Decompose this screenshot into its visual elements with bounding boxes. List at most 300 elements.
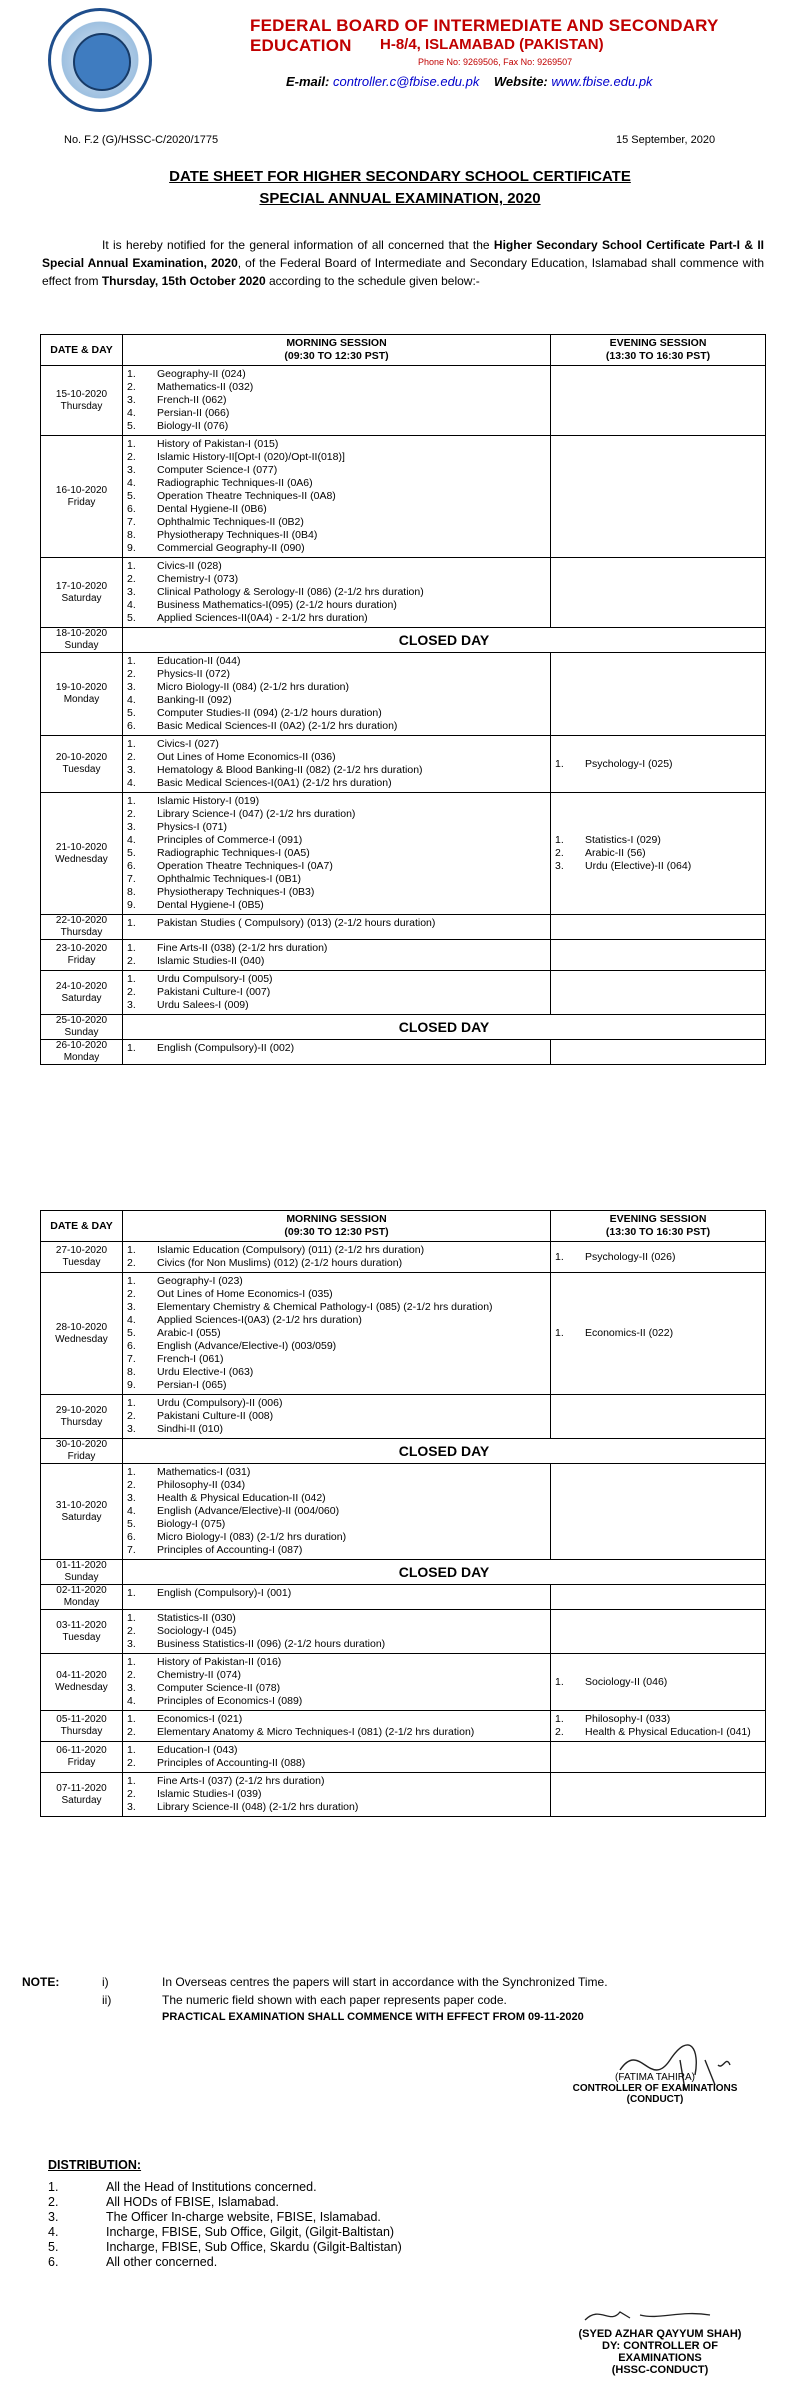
date-cell: [41, 1610, 123, 1653]
paper-item: [127, 451, 546, 464]
day-value: Friday: [67, 1451, 96, 1462]
paper-name: Pakistani Culture-I (007): [157, 986, 271, 998]
paper-number: 2.: [127, 451, 136, 463]
paper-number: 2.: [127, 1288, 136, 1300]
day-value: Friday: [67, 1757, 96, 1768]
paper-name: Principles of Economics-I (089): [157, 1695, 303, 1707]
morning-papers: [123, 1585, 551, 1609]
day-value: Monday: [63, 694, 100, 705]
paper-number: 6.: [127, 1340, 136, 1352]
morning-papers: [123, 915, 551, 939]
paper-number: 1.: [127, 1612, 136, 1624]
paper-item: [127, 1788, 546, 1801]
paper-number: 8.: [127, 529, 136, 541]
table-row: [40, 1654, 766, 1711]
paper-name: Health & Physical Education-I (041): [585, 1726, 751, 1738]
header-date-day: DATE & DAY: [41, 335, 123, 365]
paper-number: 1.: [127, 1275, 136, 1287]
evening-label: EVENING SESSION: [609, 1213, 707, 1225]
distribution-item: All HODs of FBISE, Islamabad.: [106, 2195, 279, 2209]
schedule-table-2: [40, 1210, 766, 1817]
paper-item: [127, 599, 546, 612]
paper-number: 3.: [127, 681, 136, 693]
paper-name: Library Science-II (048) (2-1/2 hrs duration): [157, 1801, 359, 1813]
paper-name: Urdu (Compulsory)-II (006): [157, 1397, 283, 1409]
morning-papers: [123, 1040, 551, 1064]
paper-number: 1.: [127, 1656, 136, 1668]
morning-papers: [123, 653, 551, 735]
paper-item: [127, 1612, 546, 1625]
paper-number: 1.: [555, 1250, 564, 1263]
letterhead: [0, 0, 800, 120]
paper-name: Psychology-I (025): [585, 757, 673, 770]
paper-item: [127, 1314, 546, 1327]
header-evening: [551, 1211, 765, 1241]
table-row: [40, 366, 766, 436]
paper-name: History of Pakistan-II (016): [157, 1656, 282, 1668]
date-cell: [41, 366, 123, 435]
page-subtitle: SPECIAL ANNUAL EXAMINATION, 2020: [259, 190, 541, 207]
paper-number: 4.: [127, 694, 136, 706]
table-row: [40, 1585, 766, 1610]
day-value: Thursday: [60, 1726, 103, 1737]
paper-item: [127, 707, 546, 720]
day-value: Saturday: [61, 592, 102, 604]
paper-name: Applied Sciences-I(0A3) (2-1/2 hrs duration): [157, 1314, 362, 1326]
note-label: NOTE:: [22, 1975, 60, 1989]
signature2-block: [560, 2328, 760, 2376]
morning-papers: [123, 1273, 551, 1394]
distribution-number: 5.: [48, 2240, 59, 2254]
paper-number: 3.: [127, 586, 136, 598]
paper-number: 3.: [555, 860, 564, 872]
paper-name: English (Compulsory)-II (002): [157, 1042, 295, 1054]
day-value: Saturday: [61, 992, 102, 1004]
day-value: Tuesday: [62, 1257, 101, 1268]
paper-name: Urdu (Elective)-II (064): [585, 860, 692, 872]
paper-item: [127, 368, 546, 381]
table-row: [40, 1242, 766, 1273]
paper-name: Arabic-I (055): [157, 1327, 221, 1339]
paper-item: [127, 1726, 546, 1739]
paper-name: Radiographic Techniques-I (0A5): [157, 847, 310, 859]
day-value: Sunday: [64, 1572, 99, 1583]
intro-text-2: , of the Federal Board of Intermediate and Secondary Education, Islamabad shall commence with effect from: [42, 256, 764, 288]
morning-label: MORNING SESSION: [286, 337, 387, 349]
date-value: 27-10-2020: [55, 1245, 108, 1256]
evening-papers: [551, 558, 765, 627]
paper-name: Principles of Accounting-I (087): [157, 1544, 303, 1556]
morning-papers: [123, 793, 551, 914]
paper-item: [127, 1042, 546, 1055]
date-cell: [41, 1742, 123, 1772]
date-value: 31-10-2020: [55, 1499, 108, 1511]
morning-papers: [123, 1654, 551, 1710]
paper-item: [127, 1757, 546, 1770]
date-cell: [41, 1439, 123, 1463]
intro-bold-1: Higher Secondary School Certificate Part-I & II Special Annual Examination, 2020: [42, 238, 764, 270]
paper-item: [127, 1656, 546, 1669]
paper-name: Computer Science-II (078): [157, 1682, 281, 1694]
paper-name: Mathematics-I (031): [157, 1466, 251, 1478]
paper-number: 3.: [127, 999, 136, 1011]
date-value: 24-10-2020: [55, 980, 108, 992]
paper-name: Fine Arts-II (038) (2-1/2 hrs duration): [157, 942, 328, 954]
paper-number: 1.: [127, 655, 136, 667]
date-cell: [41, 1395, 123, 1438]
paper-name: Statistics-I (029): [585, 834, 661, 846]
paper-number: 4.: [127, 834, 136, 846]
paper-item: [127, 1288, 546, 1301]
paper-item: [555, 1726, 761, 1739]
evening-label: EVENING SESSION: [609, 337, 707, 349]
letter-date: 15 September, 2020: [616, 134, 716, 146]
paper-number: 1.: [127, 1042, 136, 1054]
distribution-number: 6.: [48, 2255, 59, 2269]
paper-item: [127, 381, 546, 394]
paper-number: 2.: [555, 1726, 564, 1738]
evening-papers: [551, 1464, 765, 1559]
paper-number: 6.: [127, 720, 136, 732]
paper-name: Clinical Pathology & Serology-II (086) (2-1/2 hrs duration): [157, 586, 424, 598]
paper-number: 5.: [127, 1327, 136, 1339]
paper-item: [127, 1775, 546, 1788]
paper-item: [127, 1379, 546, 1392]
paper-number: 1.: [555, 1327, 564, 1339]
date-value: 01-11-2020: [56, 1560, 107, 1571]
day-value: Thursday: [60, 927, 103, 938]
note-2: The numeric field shown with each paper represents paper code.: [162, 1993, 507, 2007]
closed-day-label: CLOSED DAY: [398, 1564, 490, 1580]
evening-papers: [551, 1040, 765, 1064]
paper-item: [127, 751, 546, 764]
paper-name: Business Statistics-II (096) (2-1/2 hours duration): [157, 1638, 386, 1650]
paper-number: 6.: [127, 503, 136, 515]
signature2-name: (SYED AZHAR QAYYUM SHAH): [578, 2328, 742, 2340]
date-cell: [41, 940, 123, 970]
website-link[interactable]: www.fbise.edu.pk: [551, 74, 653, 89]
date-cell: [41, 736, 123, 792]
paper-number: 1.: [555, 834, 564, 846]
paper-item: [127, 986, 546, 999]
distribution-item: All other concerned.: [106, 2255, 218, 2269]
paper-name: Principles of Accounting-II (088): [157, 1757, 306, 1769]
morning-time: (09:30 TO 12:30 PST): [284, 1226, 389, 1238]
morning-papers: [123, 366, 551, 435]
date-value: 28-10-2020: [55, 1321, 108, 1333]
paper-number: 5.: [127, 847, 136, 859]
signature1-dept: (CONDUCT): [626, 2094, 684, 2105]
paper-name: Civics (for Non Muslims) (012) (2-1/2 hours duration): [157, 1257, 403, 1269]
table-row: [40, 628, 766, 653]
morning-papers: [123, 1242, 551, 1272]
paper-item: [127, 420, 546, 433]
paper-name: English (Compulsory)-I (001): [157, 1587, 292, 1599]
distribution-item: The Officer In-charge website, FBISE, Islamabad.: [106, 2210, 381, 2224]
paper-number: 1.: [555, 1675, 564, 1688]
board-name: FEDERAL BOARD OF INTERMEDIATE AND SECONDARY EDUCATION: [250, 16, 719, 55]
paper-item: [127, 612, 546, 625]
paper-item: [127, 834, 546, 847]
paper-name: Chemistry-II (074): [157, 1669, 242, 1681]
paper-number: 2.: [127, 381, 136, 393]
morning-papers: [123, 940, 551, 970]
paper-item: [555, 1327, 761, 1340]
paper-item: [127, 808, 546, 821]
day-value: Saturday: [61, 1511, 102, 1523]
paper-name: Business Mathematics-I(095) (2-1/2 hours duration): [157, 599, 397, 611]
paper-name: English (Advance/Elective-I) (003/059): [157, 1340, 337, 1352]
paper-name: Sociology-II (046): [585, 1675, 668, 1688]
paper-name: Geography-II (024): [157, 368, 246, 380]
paper-name: Urdu Salees-I (009): [157, 999, 249, 1011]
paper-item: [127, 917, 546, 930]
paper-item: [127, 464, 546, 477]
evening-papers: [551, 436, 765, 557]
paper-name: Civics-II (028): [157, 560, 222, 572]
evening-papers: [551, 971, 765, 1014]
evening-papers: [551, 1585, 765, 1609]
paper-name: Principles of Commerce-I (091): [157, 834, 303, 846]
day-value: Monday: [63, 1052, 100, 1063]
date-value: 30-10-2020: [55, 1439, 108, 1450]
paper-number: 2.: [127, 1410, 136, 1422]
evening-papers: [551, 653, 765, 735]
paper-item: [127, 407, 546, 420]
paper-name: Elementary Chemistry & Chemical Pathology-I (085) (2-1/2 hrs duration): [157, 1301, 493, 1313]
paper-number: 2.: [127, 1726, 136, 1738]
date-value: 19-10-2020: [55, 682, 108, 693]
date-value: 07-11-2020: [56, 1782, 107, 1794]
morning-papers: [123, 1395, 551, 1438]
evening-papers: [551, 1654, 765, 1710]
paper-number: 1.: [127, 738, 136, 750]
table-row: [40, 1560, 766, 1585]
paper-item: [127, 720, 546, 733]
day-value: Sunday: [64, 640, 99, 651]
table-row: [40, 1040, 766, 1065]
paper-name: French-I (061): [157, 1353, 224, 1365]
evening-papers: [551, 1711, 765, 1741]
paper-item: [127, 795, 546, 808]
paper-item: [127, 694, 546, 707]
paper-item: [127, 973, 546, 986]
date-cell: [41, 628, 123, 652]
paper-number: 3.: [127, 1682, 136, 1694]
paper-item: [127, 1682, 546, 1695]
paper-name: Computer Studies-II (094) (2-1/2 hours duration): [157, 707, 382, 719]
paper-name: Islamic History-I (019): [157, 795, 260, 807]
date-value: 02-11-2020: [56, 1585, 107, 1596]
paper-name: Mathematics-II (032): [157, 381, 254, 393]
paper-item: [127, 394, 546, 407]
closed-day-label: CLOSED DAY: [398, 1443, 490, 1459]
date-value: 16-10-2020: [55, 484, 108, 496]
paper-item: [555, 1713, 761, 1726]
paper-item: [127, 477, 546, 490]
paper-name: Micro Biology-I (083) (2-1/2 hrs duration): [157, 1531, 347, 1543]
table-row: [40, 793, 766, 915]
paper-number: 3.: [127, 1801, 136, 1813]
date-value: 21-10-2020: [55, 841, 108, 853]
paper-item: [127, 1544, 546, 1557]
board-contact: [286, 74, 653, 89]
paper-item: [127, 873, 546, 886]
paper-item: [127, 1695, 546, 1708]
date-cell: [41, 793, 123, 914]
table-row: [40, 1464, 766, 1560]
paper-name: Computer Science-I (077): [157, 464, 278, 476]
day-value: Tuesday: [62, 764, 101, 775]
fbise-logo: [48, 8, 152, 112]
paper-number: 4.: [127, 777, 136, 789]
paper-number: 7.: [127, 873, 136, 885]
paper-item: [127, 1353, 546, 1366]
paper-name: Hematology & Blood Banking-II (082) (2-1/2 hrs duration): [157, 764, 423, 776]
paper-number: 1.: [127, 1466, 136, 1478]
paper-name: Physics-I (071): [157, 821, 228, 833]
paper-name: Micro Biology-II (084) (2-1/2 hrs duration): [157, 681, 349, 693]
paper-name: Sindhi-II (010): [157, 1423, 223, 1435]
paper-name: Arabic-II (56): [585, 847, 646, 859]
date-cell: [41, 1273, 123, 1394]
paper-number: 1.: [127, 1397, 136, 1409]
morning-time: (09:30 TO 12:30 PST): [284, 350, 389, 362]
table-header-row: [40, 334, 766, 366]
paper-name: Physiotherapy Techniques-I (0B3): [157, 886, 315, 898]
paper-item: [127, 668, 546, 681]
paper-number: 2.: [127, 1625, 136, 1637]
paper-item: [127, 1505, 546, 1518]
paper-name: Philosophy-II (034): [157, 1479, 246, 1491]
paper-item: [127, 1244, 546, 1257]
morning-label: MORNING SESSION: [286, 1213, 387, 1225]
paper-name: Elementary Anatomy & Micro Techniques-I (081) (2-1/2 hrs duration): [157, 1726, 475, 1738]
paper-name: Biology-II (076): [157, 420, 229, 432]
intro-paragraph: [42, 236, 764, 290]
day-value: Saturday: [61, 1794, 102, 1806]
paper-item: [127, 821, 546, 834]
date-cell: [41, 436, 123, 557]
paper-item: [127, 503, 546, 516]
paper-item: [127, 955, 546, 968]
paper-name: Radiographic Techniques-II (0A6): [157, 477, 313, 489]
signature2-title: DY: CONTROLLER OF EXAMINATIONS: [602, 2340, 718, 2364]
table-row: [40, 1273, 766, 1395]
paper-name: French-II (062): [157, 394, 227, 406]
header-morning: [123, 335, 551, 365]
paper-number: 4.: [127, 1314, 136, 1326]
paper-item: [127, 860, 546, 873]
evening-papers: [551, 1610, 765, 1653]
paper-number: 1.: [127, 917, 136, 929]
paper-number: 2.: [127, 986, 136, 998]
signature-azhar: [580, 2300, 720, 2330]
paper-name: Physics-II (072): [157, 668, 230, 680]
paper-name: Physiotherapy Techniques-II (0B4): [157, 529, 318, 541]
paper-item: [127, 1625, 546, 1638]
table-row: [40, 653, 766, 736]
paper-item: [555, 860, 761, 873]
paper-number: 9.: [127, 1379, 136, 1391]
paper-number: 5.: [127, 490, 136, 502]
paper-number: 4.: [127, 599, 136, 611]
paper-number: 1.: [127, 1244, 136, 1256]
paper-item: [127, 1275, 546, 1288]
date-value: 22-10-2020: [55, 915, 108, 926]
day-value: Wednesday: [55, 853, 108, 865]
email-link[interactable]: controller.c@fbise.edu.pk: [332, 74, 480, 89]
paper-name: Out Lines of Home Economics-I (035): [157, 1288, 333, 1300]
paper-item: [127, 1397, 546, 1410]
closed-day-label: CLOSED DAY: [398, 1019, 490, 1035]
date-cell: [41, 1464, 123, 1559]
table-row: [40, 1439, 766, 1464]
paper-number: 7.: [127, 1544, 136, 1556]
paper-name: Banking-II (092): [157, 694, 232, 706]
paper-number: 3.: [127, 1301, 136, 1313]
paper-item: [127, 1466, 546, 1479]
paper-number: 9.: [127, 542, 136, 554]
paper-number: 1.: [127, 368, 136, 380]
morning-papers: [123, 971, 551, 1014]
date-value: 03-11-2020: [56, 1619, 107, 1631]
paper-item: [127, 1518, 546, 1531]
paper-item: [127, 1669, 546, 1682]
paper-name: Operation Theatre Techniques-I (0A7): [157, 860, 333, 872]
paper-name: English (Advance/Elective)-II (004/060): [157, 1505, 340, 1517]
paper-name: Islamic Studies-II (040): [157, 955, 265, 967]
paper-number: 4.: [127, 407, 136, 419]
evening-papers: [551, 915, 765, 939]
date-value: 04-11-2020: [56, 1670, 107, 1681]
paper-number: 2.: [127, 1669, 136, 1681]
paper-number: 1.: [127, 795, 136, 807]
date-cell: [41, 1654, 123, 1710]
paper-number: 4.: [127, 477, 136, 489]
paper-item: [127, 681, 546, 694]
paper-name: Basic Medical Sciences-I(0A1) (2-1/2 hrs duration): [157, 777, 392, 789]
paper-item: [127, 1531, 546, 1544]
paper-item: [127, 1327, 546, 1340]
email-label: E-mail:: [286, 74, 330, 89]
paper-name: Pakistani Culture-II (008): [157, 1410, 274, 1422]
evening-papers: [551, 1742, 765, 1772]
paper-number: 3.: [127, 1492, 136, 1504]
table-row: [40, 1395, 766, 1439]
table-row: [40, 558, 766, 628]
paper-number: 2.: [127, 751, 136, 763]
paper-name: Ophthalmic Techniques-II (0B2): [157, 516, 304, 528]
paper-item: [127, 1340, 546, 1353]
morning-papers: [123, 1464, 551, 1559]
table-row: [40, 1742, 766, 1773]
paper-number: 1.: [127, 1587, 136, 1599]
paper-number: 2.: [127, 668, 136, 680]
paper-number: 2.: [127, 573, 136, 585]
paper-number: 8.: [127, 1366, 136, 1378]
signature1-title: CONTROLLER OF EXAMINATIONS: [572, 2083, 738, 2094]
board-phone: Phone No: 9269506, Fax No: 9269507: [418, 57, 573, 67]
paper-item: [127, 1301, 546, 1314]
evening-papers: [551, 736, 765, 792]
date-value: 18-10-2020: [55, 628, 108, 639]
paper-number: 4.: [127, 1695, 136, 1707]
paper-item: [127, 1492, 546, 1505]
table-row: [40, 736, 766, 793]
paper-number: 1.: [555, 1713, 564, 1725]
evening-papers: [551, 940, 765, 970]
